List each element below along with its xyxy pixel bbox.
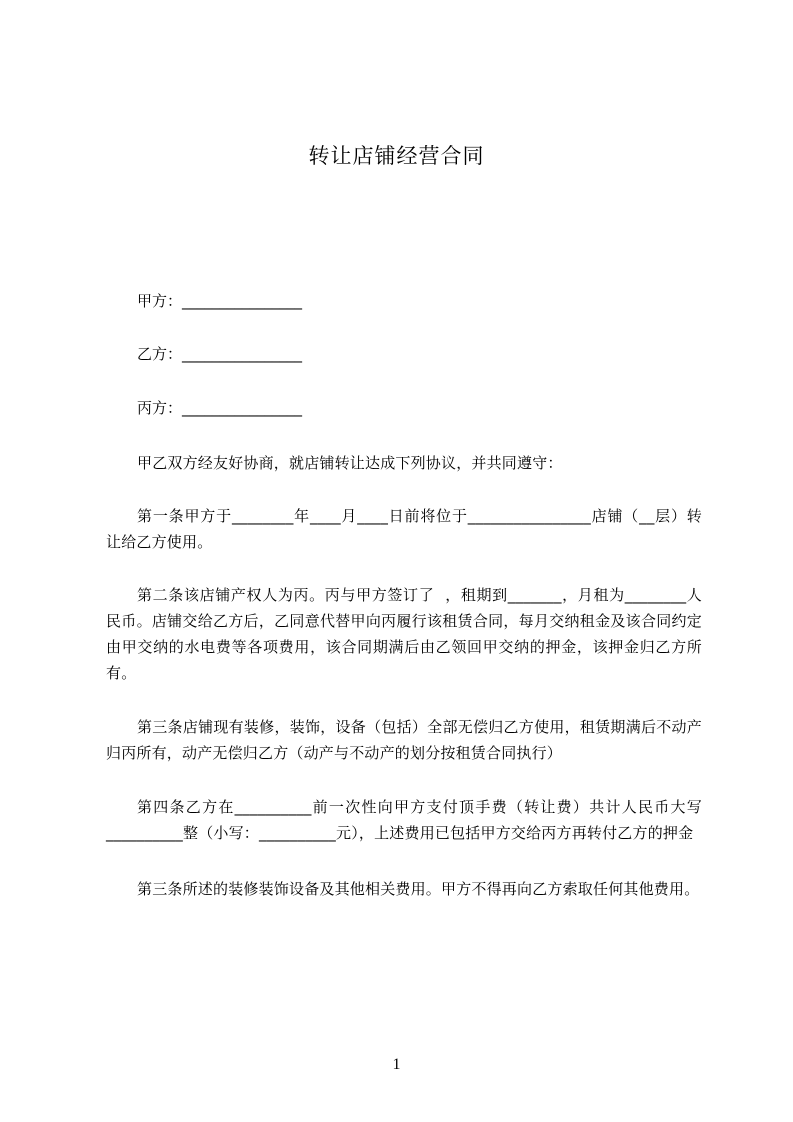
clause-2-text: 第二条该店铺产权人为丙。丙与甲方签订了 ，租期到_______，月租为________人民币。店铺交给乙方后，乙同意代替甲向丙履行该租赁合同，每月交纳租金及该合同约定由甲交纳的水电费等各项费用，该合同期满后由乙领回甲交纳的押金，该押金归乙方所有。 <box>106 586 702 682</box>
party-c-line: 丙方：________________ <box>137 399 303 417</box>
party-b-line: 乙方：________________ <box>137 345 303 363</box>
clause-4-text: 第四条乙方在__________前一次性向甲方支付顶手费（转让费）共计人民币大写__________整（小写：__________元），上述费用已包括甲方交给丙方再转付乙方的押金 <box>106 798 702 842</box>
clause-1 <box>106 503 702 555</box>
clause-1-text: 第一条甲方于________年____月____日前将位于________________店铺（__层）转让给乙方使用。 <box>106 507 702 551</box>
clause-3 <box>106 714 702 766</box>
clause-4 <box>106 794 702 846</box>
clause-5 <box>106 876 702 902</box>
intro-text: 甲乙双方经友好协商，就店铺转让达成下列协议，并共同遵守： <box>137 454 563 472</box>
party-a-line: 甲方：________________ <box>137 292 303 310</box>
document-title: 转让店铺经营合同 <box>308 144 485 168</box>
page-number: 1 <box>392 1056 401 1073</box>
clause-5-text: 第三条所述的装修装饰设备及其他相关费用。甲方不得再向乙方索取任何其他费用。 <box>137 880 700 898</box>
intro-paragraph <box>106 450 702 476</box>
clause-3-text: 第三条店铺现有装修，装饰，设备（包括）全部无偿归乙方使用，租赁期满后不动产归丙所有，动产无偿归乙方（动产与不动产的划分按租赁合同执行） <box>106 718 702 762</box>
clause-2 <box>106 582 702 686</box>
